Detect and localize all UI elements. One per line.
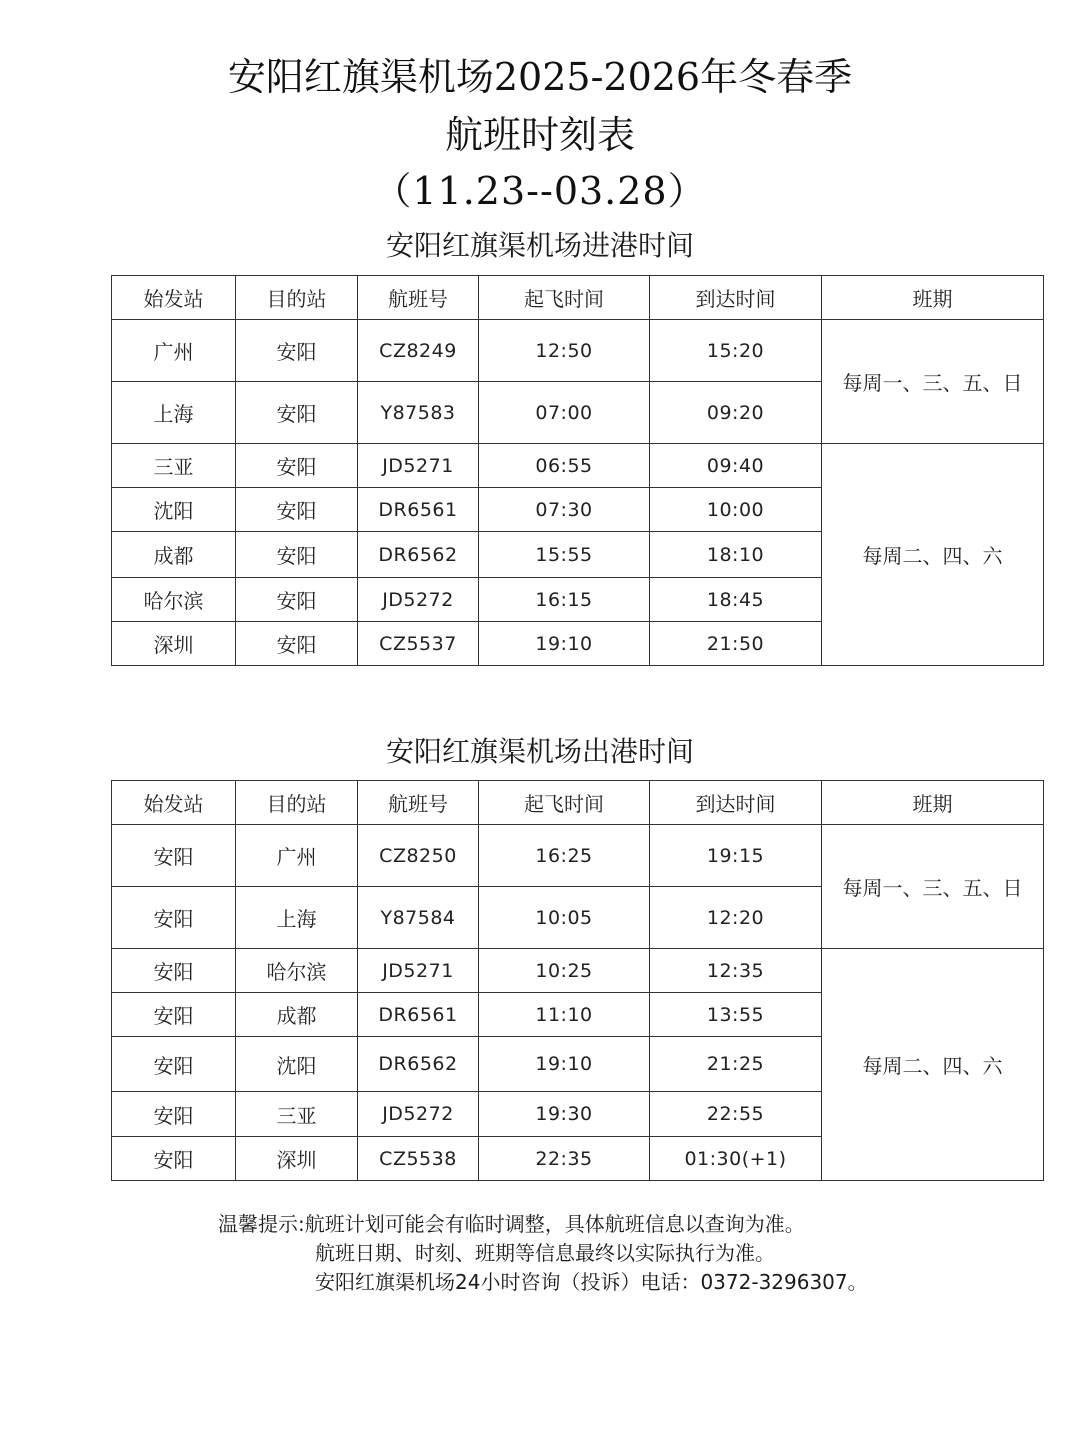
destination: 安阳 xyxy=(236,488,358,532)
notice-line-1: 温馨提示:航班计划可能会有临时调整，具体航班信息以查询为准。 xyxy=(218,1212,805,1236)
table-row xyxy=(112,444,1044,488)
col-flight-number: 航班号 xyxy=(358,276,479,320)
arrival-time: 18:45 xyxy=(650,578,822,622)
flight-number: CZ5538 xyxy=(358,1137,479,1181)
col-destination: 目的站 xyxy=(236,276,358,320)
destination: 哈尔滨 xyxy=(236,949,358,993)
table-row xyxy=(112,825,1044,887)
flight-number: JD5272 xyxy=(358,1092,479,1137)
arrival-time: 09:40 xyxy=(650,444,822,488)
arrivals-table xyxy=(111,275,1044,666)
origin: 安阳 xyxy=(112,1037,236,1092)
departure-time: 10:25 xyxy=(479,949,650,993)
departure-time: 22:35 xyxy=(479,1137,650,1181)
origin: 哈尔滨 xyxy=(112,578,236,622)
arrival-time: 21:50 xyxy=(650,622,822,666)
arrival-time: 12:35 xyxy=(650,949,822,993)
destination: 沈阳 xyxy=(236,1037,358,1092)
departures-table xyxy=(111,780,1044,1181)
table-header-row xyxy=(112,276,1044,320)
table-row xyxy=(112,949,1044,993)
col-departure-time: 起飞时间 xyxy=(479,276,650,320)
arrival-time: 15:20 xyxy=(650,320,822,382)
origin: 安阳 xyxy=(112,887,236,949)
notice xyxy=(218,1210,868,1297)
destination: 上海 xyxy=(236,887,358,949)
flight-number: JD5271 xyxy=(358,444,479,488)
destination: 安阳 xyxy=(236,320,358,382)
col-flight-number: 航班号 xyxy=(358,781,479,825)
departures-title: 安阳红旗渠机场出港时间 xyxy=(385,735,694,768)
document-subtitle: 航班时刻表 xyxy=(444,113,635,157)
notice-line-2: 航班日期、时刻、班期等信息最终以实际执行为准。 xyxy=(315,1241,775,1265)
flight-number: DR6561 xyxy=(358,488,479,532)
flight-number: Y87583 xyxy=(358,382,479,444)
departure-time: 16:15 xyxy=(479,578,650,622)
departure-time: 07:00 xyxy=(479,382,650,444)
origin: 安阳 xyxy=(112,949,236,993)
arrival-time: 19:15 xyxy=(650,825,822,887)
flight-number: JD5271 xyxy=(358,949,479,993)
destination: 三亚 xyxy=(236,1092,358,1137)
origin: 深圳 xyxy=(112,622,236,666)
date-range: （11.23--03.28） xyxy=(373,169,707,213)
col-arrival-time: 到达时间 xyxy=(650,781,822,825)
origin: 三亚 xyxy=(112,444,236,488)
flight-number: DR6561 xyxy=(358,993,479,1037)
flight-number: DR6562 xyxy=(358,1037,479,1092)
departure-time: 11:10 xyxy=(479,993,650,1037)
schedule-days: 每周一、三、五、日 xyxy=(822,320,1044,444)
table-row xyxy=(112,320,1044,382)
col-destination: 目的站 xyxy=(236,781,358,825)
destination: 安阳 xyxy=(236,578,358,622)
col-schedule: 班期 xyxy=(822,781,1044,825)
destination: 安阳 xyxy=(236,444,358,488)
flight-number: Y87584 xyxy=(358,887,479,949)
origin: 安阳 xyxy=(112,1092,236,1137)
origin: 安阳 xyxy=(112,1137,236,1181)
departure-time: 16:25 xyxy=(479,825,650,887)
departure-time: 15:55 xyxy=(479,532,650,578)
col-departure-time: 起飞时间 xyxy=(479,781,650,825)
flight-number: JD5272 xyxy=(358,578,479,622)
departure-time: 19:10 xyxy=(479,1037,650,1092)
destination: 安阳 xyxy=(236,532,358,578)
origin: 沈阳 xyxy=(112,488,236,532)
col-arrival-time: 到达时间 xyxy=(650,276,822,320)
origin: 安阳 xyxy=(112,993,236,1037)
schedule-days: 每周二、四、六 xyxy=(822,444,1044,666)
arrivals-title: 安阳红旗渠机场进港时间 xyxy=(385,229,694,262)
origin: 广州 xyxy=(112,320,236,382)
col-schedule: 班期 xyxy=(822,276,1044,320)
flight-number: CZ5537 xyxy=(358,622,479,666)
document-title: 安阳红旗渠机场2025-2026年冬春季 xyxy=(227,55,853,99)
departure-time: 06:55 xyxy=(479,444,650,488)
schedule-days: 每周二、四、六 xyxy=(822,949,1044,1181)
destination: 安阳 xyxy=(236,382,358,444)
destination: 广州 xyxy=(236,825,358,887)
arrival-time: 13:55 xyxy=(650,993,822,1037)
flight-number: CZ8250 xyxy=(358,825,479,887)
destination: 成都 xyxy=(236,993,358,1037)
destination: 安阳 xyxy=(236,622,358,666)
arrival-time: 10:00 xyxy=(650,488,822,532)
destination: 深圳 xyxy=(236,1137,358,1181)
arrival-time: 22:55 xyxy=(650,1092,822,1137)
col-origin: 始发站 xyxy=(112,276,236,320)
arrival-time: 18:10 xyxy=(650,532,822,578)
departure-time: 07:30 xyxy=(479,488,650,532)
flight-number: DR6562 xyxy=(358,532,479,578)
departure-time: 19:10 xyxy=(479,622,650,666)
origin: 上海 xyxy=(112,382,236,444)
origin: 成都 xyxy=(112,532,236,578)
col-origin: 始发站 xyxy=(112,781,236,825)
arrival-time: 01:30(+1) xyxy=(650,1137,822,1181)
origin: 安阳 xyxy=(112,825,236,887)
departure-time: 10:05 xyxy=(479,887,650,949)
notice-line-3: 安阳红旗渠机场24小时咨询（投诉）电话：0372-3296307。 xyxy=(315,1270,868,1294)
arrival-time: 21:25 xyxy=(650,1037,822,1092)
schedule-days: 每周一、三、五、日 xyxy=(822,825,1044,949)
departure-time: 12:50 xyxy=(479,320,650,382)
arrival-time: 12:20 xyxy=(650,887,822,949)
arrival-time: 09:20 xyxy=(650,382,822,444)
departure-time: 19:30 xyxy=(479,1092,650,1137)
flight-number: CZ8249 xyxy=(358,320,479,382)
table-header-row xyxy=(112,781,1044,825)
